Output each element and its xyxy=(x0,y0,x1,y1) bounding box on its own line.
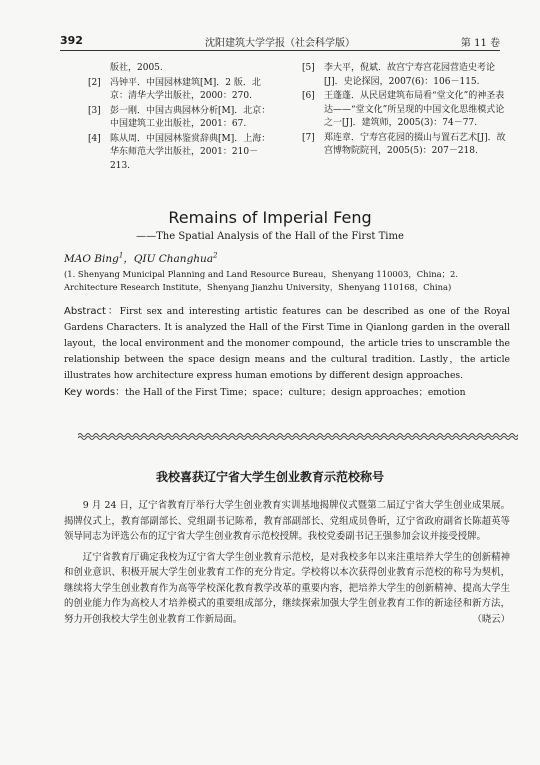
keywords xyxy=(64,386,510,400)
abstract xyxy=(64,304,510,384)
news-paragraph: 辽宁省教育厅确定我校为辽宁省大学生创业教育示范校，是对我校多年以来注重培养大学生的创新精神和创业意识、积极开展大学生创业教育工作的充分肯定。学校将以本次获得创业教育示范校的称号为契机，继续将大学生创业教育作为高等学校深化教育教学改革的重要内容，把培养大学生的创新精神、提高大学生的创业能力作为高校人才培养模式的重要组成部分，继续探索加强大学生创业教育工作的新途径和新方法，努力开创我校大学生创业教育工作新局面。 （晓云） xyxy=(64,550,510,628)
keywords-label: Key words： xyxy=(64,387,126,398)
authors xyxy=(64,251,218,266)
author-name: MAO Bing xyxy=(64,253,119,265)
news-body xyxy=(64,498,510,632)
running-header xyxy=(60,34,500,50)
abstract-label: Abstract： xyxy=(64,306,120,317)
keywords-text: the Hall of the First Time；space；culture；design approaches；emotion xyxy=(125,387,466,398)
volume-label: 第 11 卷 xyxy=(460,38,500,49)
header-rule xyxy=(60,50,500,51)
news-signature: （晓云） xyxy=(472,613,510,625)
news-paragraph: 9 月 24 日，辽宁省教育厅举行大学生创业教育实训基地揭牌仪式暨第二届辽宁省大学生创业成果展。揭牌仪式上，教育部副部长、党组副书记陈希，教育部副部长、党组成员鲁昕，辽宁省政府副省长陈超英等领导同志为评选公布的辽宁省大学生创业教育示范校授牌。我校党委副书记王强参加会议并接受授牌。 xyxy=(64,500,510,542)
references-left-column xyxy=(88,62,278,174)
author-name: QIU Changhua xyxy=(133,253,214,265)
reference-item: [4] 陈从周．中国园林鉴赏辞典[M]．上海：华东师范大学出版社，2001：210－213. xyxy=(88,133,271,171)
reference-item: [7] 郑连章．宁寿宫花园的掇山与置石艺术[J]．故宫博物院院刊，2005(5)：207－218. xyxy=(302,132,506,156)
reference-item: [5] 李大平，倪斌．故宫宁寿宫花园营造史考论[J]．史论探园，2007(6)：106－115. xyxy=(302,63,496,87)
english-title: Remains of Imperial Feng xyxy=(168,208,372,227)
journal-name: 沈阳建筑大学学报（社会科学版） xyxy=(205,38,355,49)
reference-item: [6] 王蓬蓬．从民居建筑布局看“堂文化”的神圣表达——“堂文化”所呈现的中国文化思维模式论之一[J]．建筑师，2005(3)：74－77. xyxy=(302,91,505,128)
affiliations: (1. Shenyang Municipal Planning and Land Resource Bureau，Shenyang 110003，China；2. Architecture Research Institute，Shenyang Jianzhu University，Shenyang 110168，China) xyxy=(64,269,459,292)
author-separator: ， xyxy=(123,253,134,265)
page-number: 392 xyxy=(60,34,83,47)
news-title: 我校喜获辽宁省大学生创业教育示范校称号 xyxy=(155,470,384,484)
author-affiliation-mark: 2 xyxy=(213,251,218,260)
author-affiliation-mark: 1 xyxy=(118,251,124,260)
references-right-column xyxy=(302,62,512,160)
english-subtitle: ——The Spatial Analysis of the Hall of the First Time xyxy=(136,231,404,242)
reference-item: [3] 彭一刚．中国古典园林分析[M]．北京：中国建筑工业出版社，2001：67. xyxy=(88,105,271,129)
abstract-text: First sex and interesting artistic features can be described as one of the Royal Gardens Characters. It is analyzed the Hall of the First Time in Qianlong garden in the overall layout，the local environment and the monomer compound，the article tries to unscramble the relationship between the space design means and the cultural tradition. Lastly，the article illustrates how architecture express human emotions by different design approaches. xyxy=(64,306,510,381)
reference-item: [2] 冯钟平．中国园林建筑[M]．2 版．北京：清华大学出版社，2000：270. xyxy=(88,77,261,101)
wavy-divider xyxy=(78,432,518,440)
reference-item: 版社，2005. xyxy=(110,63,163,73)
